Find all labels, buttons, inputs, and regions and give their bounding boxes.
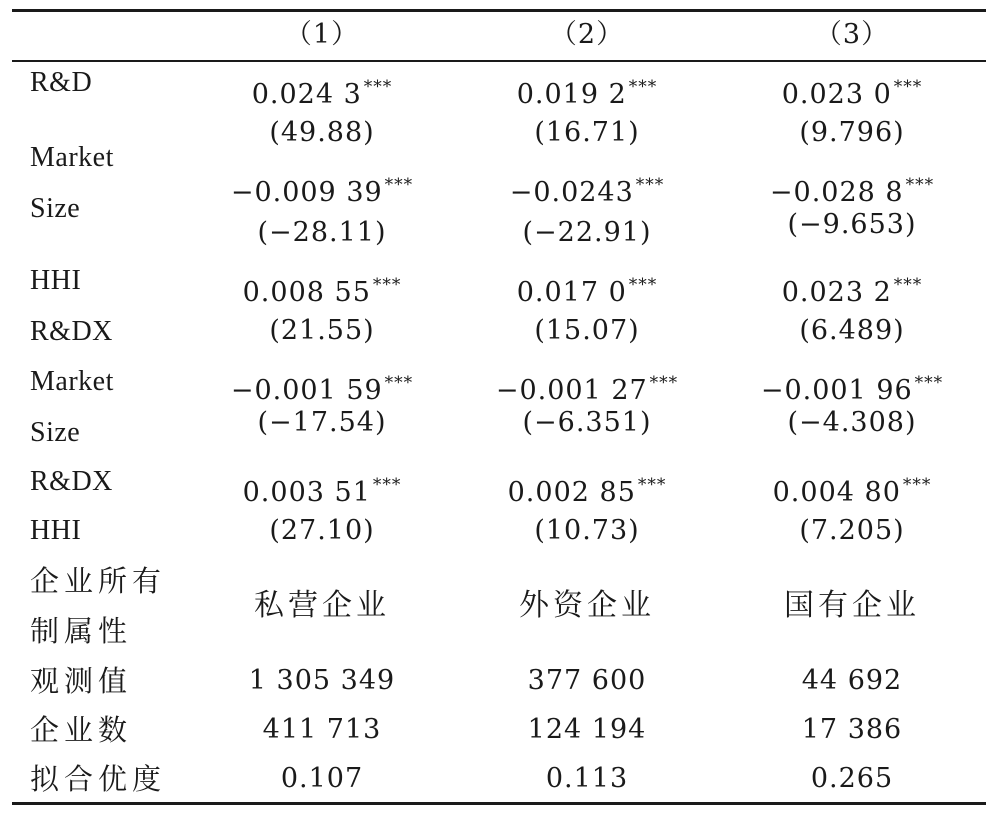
tstat-market-size-1: (−28.11) xyxy=(257,217,387,248)
header-rule xyxy=(12,60,986,62)
ownership-value-2: 外资企业 xyxy=(519,588,655,623)
tstat-rdx-market-size-1: (−17.54) xyxy=(257,407,387,438)
tstat-hhi-3: (6.489) xyxy=(799,315,905,346)
coef-rdx-market-size-2: −0.001 27 *** xyxy=(495,373,679,406)
observations-value-2: 377 600 xyxy=(527,665,647,696)
row-label-observations: 观测值 xyxy=(30,664,133,698)
coef-rdx-hhi-1: 0.003 51 *** xyxy=(242,475,402,508)
ownership-value-3: 国有企业 xyxy=(784,588,920,623)
firms-value-2: 124 194 xyxy=(527,714,647,745)
coef-hhi-1: 0.008 55 *** xyxy=(242,275,402,308)
coef-hhi-3: 0.023 2 *** xyxy=(781,275,923,308)
coef-rd-2: 0.019 2 *** xyxy=(516,77,658,110)
firms-value-1: 411 713 xyxy=(262,714,382,745)
tstat-rdx-hhi-1: (27.10) xyxy=(269,515,375,546)
tstat-rd-2: (16.71) xyxy=(534,117,640,148)
coef-market-size-1: −0.009 39 *** xyxy=(230,175,414,208)
top-rule xyxy=(12,9,986,12)
row-label-ownership-line2: 制属性 xyxy=(30,614,133,648)
row-label-fit: 拟合优度 xyxy=(30,762,167,796)
coef-rd-3: 0.023 0 *** xyxy=(781,77,923,110)
tstat-market-size-3: (−9.653) xyxy=(787,209,917,240)
row-label-ownership-line1: 企业所有 xyxy=(30,564,167,598)
coef-hhi-2: 0.017 0 *** xyxy=(516,275,658,308)
row-label-market-size-line2: Size xyxy=(30,193,81,224)
coef-rdx-hhi-3: 0.004 80 *** xyxy=(772,475,932,508)
row-label-market-size-line1: Market xyxy=(30,142,114,173)
row-label-rdx-hhi-line1: R&DX xyxy=(30,466,113,497)
observations-value-1: 1 305 349 xyxy=(248,665,396,696)
tstat-rdx-market-size-3: (−4.308) xyxy=(787,407,917,438)
coef-rd-1: 0.024 3 *** xyxy=(251,77,393,110)
row-label-rd: R&D xyxy=(30,67,93,98)
column-header-2: （2） xyxy=(549,19,625,50)
column-header-3: （3） xyxy=(814,19,890,50)
coef-rdx-market-size-3: −0.001 96 *** xyxy=(760,373,944,406)
column-header-1: （1） xyxy=(284,19,360,50)
tstat-rdx-market-size-2: (−6.351) xyxy=(522,407,652,438)
row-label-rdx-market-line3: Size xyxy=(30,417,81,448)
fit-value-1: 0.107 xyxy=(280,763,364,794)
observations-value-3: 44 692 xyxy=(801,665,903,696)
ownership-value-1: 私营企业 xyxy=(254,588,390,623)
tstat-rd-3: (9.796) xyxy=(799,117,905,148)
tstat-rdx-hhi-3: (7.205) xyxy=(799,515,905,546)
fit-value-3: 0.265 xyxy=(810,763,894,794)
bottom-rule xyxy=(12,802,986,805)
coef-market-size-2: −0.0243 *** xyxy=(509,175,665,208)
row-label-rdx-1: R&DX xyxy=(30,316,113,347)
regression-table xyxy=(12,0,986,816)
tstat-hhi-1: (21.55) xyxy=(269,315,375,346)
coef-rdx-market-size-1: −0.001 59 *** xyxy=(230,373,414,406)
tstat-rd-1: (49.88) xyxy=(269,117,375,148)
tstat-market-size-2: (−22.91) xyxy=(522,217,652,248)
firms-value-3: 17 386 xyxy=(801,714,903,745)
row-label-hhi: HHI xyxy=(30,265,82,296)
tstat-rdx-hhi-2: (10.73) xyxy=(534,515,640,546)
row-label-firms: 企业数 xyxy=(30,713,133,747)
tstat-hhi-2: (15.07) xyxy=(534,315,640,346)
fit-value-2: 0.113 xyxy=(545,763,629,794)
coef-market-size-3: −0.028 8 *** xyxy=(769,175,935,208)
coef-rdx-hhi-2: 0.002 85 *** xyxy=(507,475,667,508)
row-label-rdx-hhi-line2: HHI xyxy=(30,515,82,546)
row-label-rdx-market-line2: Market xyxy=(30,366,114,397)
